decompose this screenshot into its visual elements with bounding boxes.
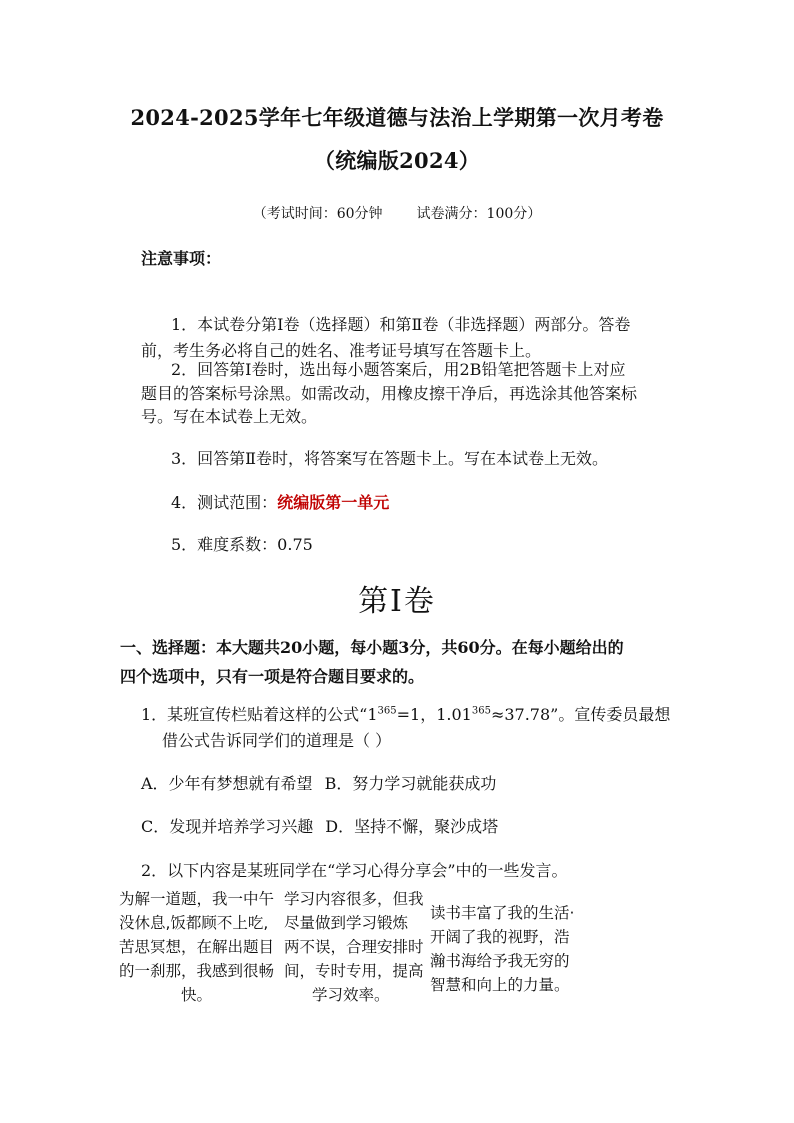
question-1-options-cd: [141, 811, 498, 843]
speech-3-line: 读书丰富了我的生活·: [430, 904, 575, 922]
speech-2-line: 学习效率。: [312, 986, 390, 1004]
exam-info: [0, 203, 794, 223]
speech-3-line: 开阔了我的视野，浩: [430, 928, 570, 946]
speech-box-3: [430, 901, 574, 997]
test-scope-value: 统编版第一单元: [277, 493, 390, 512]
speech-box-2: [284, 887, 424, 1007]
speech-1-line: 没休息,饭都顾不上吃,: [119, 914, 269, 932]
section-heading-line1: 一、选择题：本大题共20小题，每小题3分，共60分。在每小题给出的: [120, 638, 624, 657]
exam-title-line2: （统编版2024）: [313, 148, 481, 173]
notice-heading: 注意事项：: [141, 249, 222, 268]
option-d[interactable]: D．坚持不懈，聚沙成塔: [325, 817, 499, 836]
speech-box-1: [119, 887, 274, 1007]
question-2-stem: 2．以下内容是某班同学在“学习心得分享会”中的一些发言。: [141, 861, 568, 880]
notice-item-2-line2: 题目的答案标号涂黑。如需改动，用橡皮擦干净后，再选涂其他答案标: [141, 384, 638, 403]
q1-stem-part-a: 1．某班宣传栏贴着这样的公式“1: [141, 705, 378, 724]
speech-2-line: 尽量做到学习锻炼: [284, 914, 409, 932]
section-heading: [120, 633, 680, 691]
speech-1-line: 为解一道题，我一中午: [119, 890, 275, 908]
q1-exponent-2: 365: [471, 705, 491, 717]
option-b[interactable]: B．努力学习就能获成功: [324, 774, 497, 793]
option-c[interactable]: C．发现并培养学习兴趣: [141, 817, 314, 836]
q1-stem-part-c: ≈37.78”。宣传委员最想: [490, 705, 671, 724]
q1-stem-part-b: =1，1.01: [396, 705, 472, 724]
speech-2-line: 间，专时专用，提高: [284, 962, 424, 980]
speech-3-line: 瀚书海给予我无穷的: [430, 952, 570, 970]
question-1-stem-line2: 借公式告诉同学们的道理是（ ）: [162, 731, 392, 750]
option-a[interactable]: A．少年有梦想就有希望: [141, 774, 313, 793]
section-heading-line2: 四个选项中，只有一项是符合题目要求的。: [120, 667, 425, 686]
notice-item-2-line3: 号。写在本试卷上无效。: [141, 407, 318, 426]
volume-title: 第Ⅰ卷: [358, 584, 436, 619]
notice-item-1-line2: 前，考生务必将自己的姓名、准考证号填写在答题卡上。: [141, 341, 542, 360]
speech-2-line: 两不误，合理安排时: [284, 938, 424, 956]
speech-2-line: 学习内容很多，但我: [284, 890, 424, 908]
speech-1-line: 快。: [181, 986, 213, 1004]
q1-exponent-1: 365: [377, 705, 397, 717]
notice-item-3: 3．回答第Ⅱ卷时，将答案写在答题卡上。写在本试卷上无效。: [171, 449, 609, 468]
speech-3-line: 智慧和向上的力量。: [430, 976, 570, 994]
notice-item-5: 5．难度系数：0.75: [171, 535, 313, 554]
notice-item-1-line1: 1．本试卷分第Ⅰ卷（选择题）和第Ⅱ卷（非选择题）两部分。答卷: [171, 315, 631, 334]
question-1-options-ab: [141, 768, 496, 800]
exam-time: （考试时间：60分钟: [252, 206, 383, 222]
full-score: 试卷满分：100分）: [416, 206, 542, 222]
notice-item-2-line1: 2．回答第Ⅰ卷时，选出每小题答案后，用2B铅笔把答题卡上对应: [171, 360, 626, 379]
test-scope-label: 4．测试范围：: [171, 493, 278, 512]
exam-title-line1: 2024-2025学年七年级道德与法治上学期第一次月考卷: [130, 105, 664, 130]
speech-1-line: 的一刹那，我感到很畅: [119, 962, 275, 980]
speech-1-line: 苦思冥想，在解出题目: [119, 938, 275, 956]
notice-item-4: [171, 487, 389, 519]
